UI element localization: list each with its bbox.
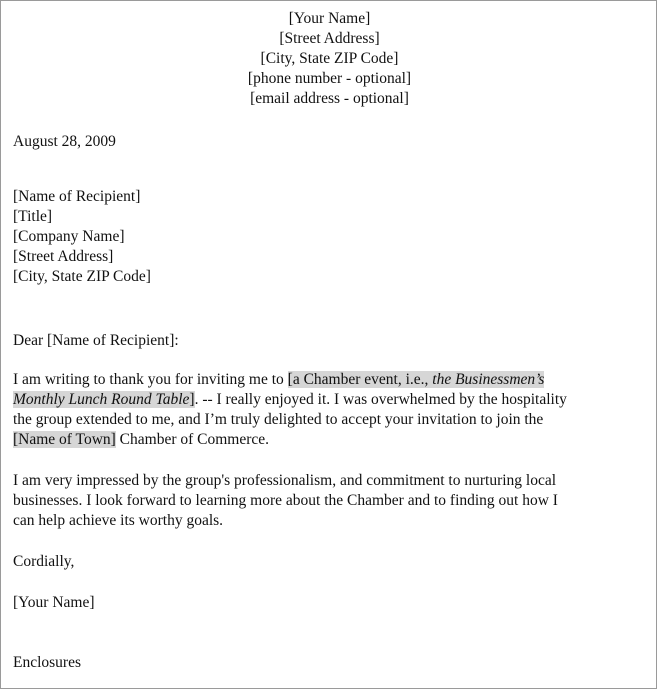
signature-name: [Your Name] — [13, 594, 95, 611]
enclosures-note: Enclosures — [13, 654, 82, 671]
sender-email: [email address - optional] — [250, 90, 409, 107]
paragraph-line: I am very impressed by the group's professionalism, and commitment to nurturing local — [13, 472, 557, 489]
paragraph-line — [13, 370, 643, 390]
closing: Cordially, — [13, 553, 75, 570]
salutation: Dear [Name of Recipient]: — [13, 332, 179, 349]
body-paragraph-1 — [13, 370, 643, 450]
recipient-company: [Company Name] — [13, 228, 125, 245]
letter-date: August 28, 2009 — [13, 133, 116, 150]
sender-name: [Your Name] — [288, 10, 371, 27]
placeholder-text: [a Chamber event, i.e., — [287, 371, 433, 388]
recipient-street: [Street Address] — [13, 248, 114, 265]
placeholder-highlight — [13, 391, 195, 408]
sender-city: [City, State ZIP Code] — [260, 50, 399, 67]
placeholder-highlight: [Name of Town] — [13, 431, 116, 448]
placeholder-text: ] — [189, 391, 195, 408]
recipient-address-block — [13, 187, 643, 287]
placeholder-italic-text: Monthly Lunch Round Table — [13, 391, 190, 408]
paragraph-line — [13, 390, 643, 410]
paragraph-text: I am writing to thank you for inviting me to — [13, 371, 288, 388]
paragraph-line: the group extended to me, and I’m truly delighted to accept your invitation to join the — [13, 411, 544, 428]
paragraph-line — [13, 430, 643, 450]
placeholder-highlight — [288, 371, 545, 388]
placeholder-italic-text: the Businessmen’s — [432, 371, 545, 388]
recipient-city: [City, State ZIP Code] — [13, 268, 151, 285]
sender-phone: [phone number - optional] — [247, 70, 412, 87]
paragraph-text: . -- I really enjoyed it. I was overwhelmed by the hospitality — [194, 391, 567, 408]
recipient-name: [Name of Recipient] — [13, 188, 141, 205]
sender-street: [Street Address] — [279, 30, 380, 47]
paragraph-line: can help achieve its worthy goals. — [13, 512, 224, 529]
paragraph-text: Chamber of Commerce. — [115, 431, 270, 448]
body-paragraph-2 — [13, 471, 643, 531]
recipient-title: [Title] — [13, 208, 53, 225]
sender-address-block — [1, 9, 657, 109]
paragraph-line: businesses. I look forward to learning more about the Chamber and to finding out how I — [13, 492, 558, 509]
